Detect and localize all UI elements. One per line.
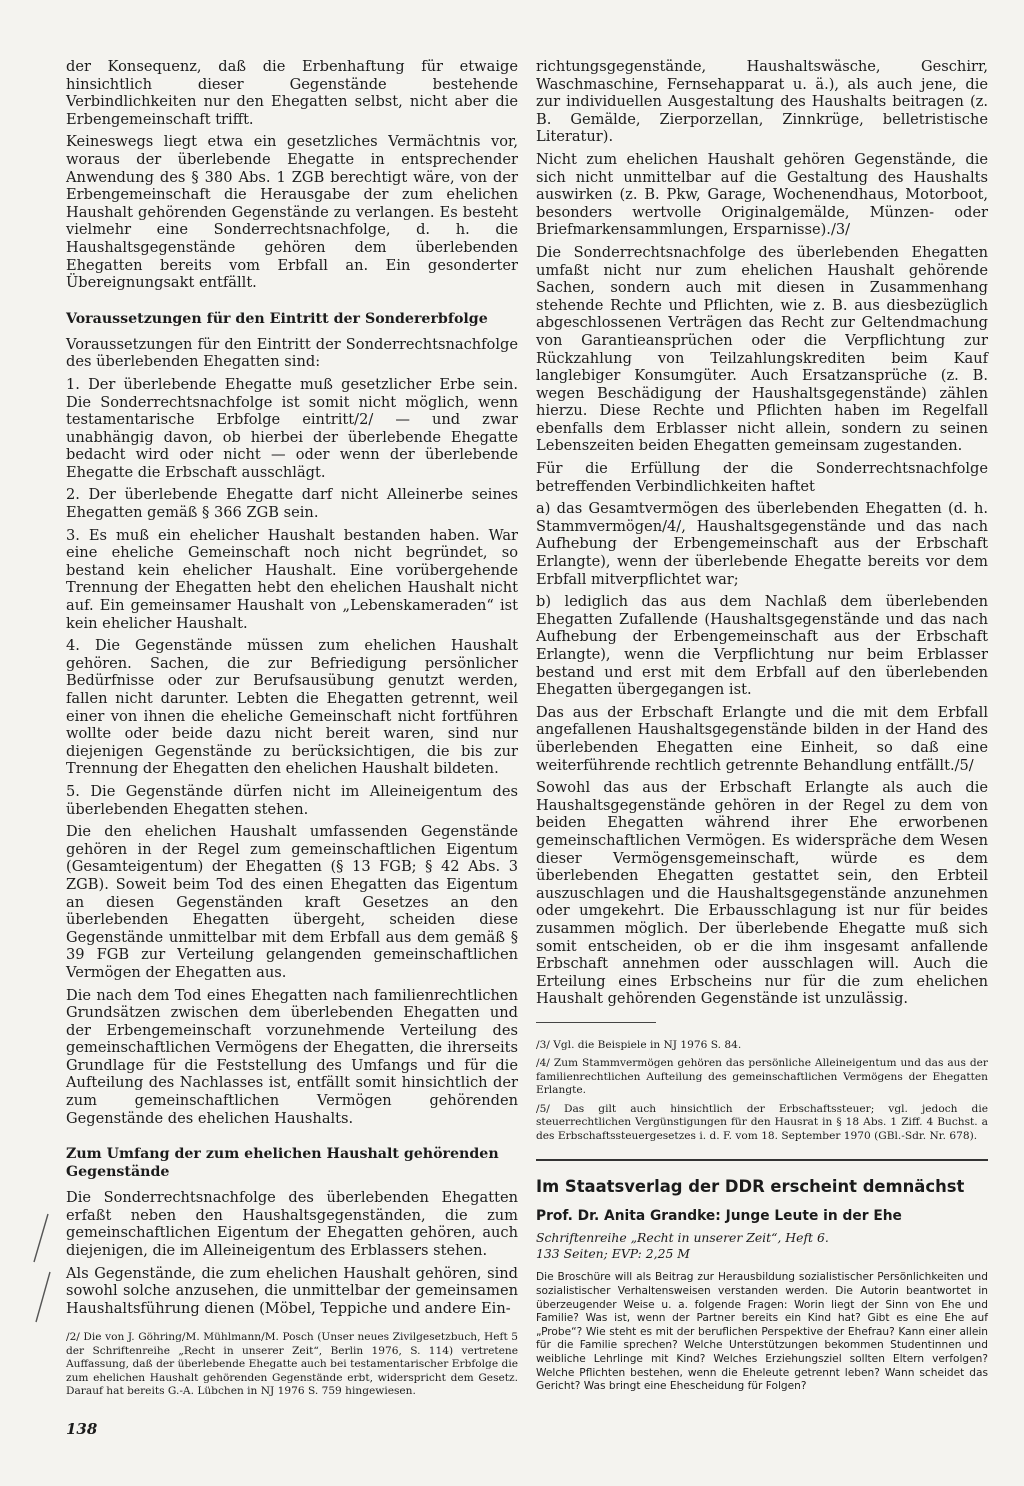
section-heading-requirements: Voraussetzungen für den Eintritt der Sondererbfolge	[66, 310, 488, 327]
requirement-1: 1. Der überlebende Ehegatte muß gesetzlicher Erbe sein. Die Sonderrechtsnachfolge ist somit nicht möglich, wenn testamentarische Erbfolge eintritt/2/ — und zwar unabhängig davon, ob hierbei der überlebende Ehegatte bedacht wird oder nicht — oder wenn der überlebende Ehegatte die Erbschaft ausschlägt.	[66, 375, 518, 481]
requirement-5: 5. Die Gegenstände dürfen nicht im Alleineigentum des überlebenden Ehegatten stehen.	[66, 782, 518, 818]
footnotes-left	[66, 1331, 518, 1399]
handwritten-margin-marks	[28, 1210, 54, 1330]
left-column	[66, 58, 518, 1404]
advert-divider	[536, 1159, 988, 1161]
page-number: 138	[66, 1420, 98, 1438]
left-paragraph-9: Die den ehelichen Haushalt umfassenden Gegenstände gehören in der Regel zum gemeinschaftlichen Eigentum (Gesamteigentum) der Ehegatten (§ 13 FGB; § 42 Abs. 3 ZGB). Soweit beim Tod des einen Ehegatten das Eigentum an diesen Gegenständen kraft Gesetzes an den überlebenden Ehegatten übergeht, scheiden diese Gegenstände unmittelbar mit dem Erbfall aus dem gemäß § 39 FGB zur Verteilung gelangenden gemeinschaftlichen Vermögen der Ehegatten aus.	[66, 823, 518, 981]
footnote-4: /4/ Zum Stammvermögen gehören das persönliche Alleineigentum und das aus der familienrechtlichen Aufteilung des gemeinschaftlichen Vermögens der Ehegatten Erlangte.	[536, 1057, 988, 1097]
right-column	[536, 58, 988, 1394]
left-paragraph-1: der Konsequenz, daß die Erbenhaftung für etwaige hinsichtlich dieser Gegenstände bestehende Verbindlichkeiten nur den Ehegatten selbst, nicht aber die Erbengemeinschaft trifft.	[66, 58, 518, 128]
right-paragraph-7: Das aus der Erbschaft Erlangte und die mit dem Erbfall angefallenen Haushaltsgegenstände bilden in der Hand des überlebenden Ehegatten eine Einheit, so daß eine weiterführende rechtlich getrennte Behandlung entfällt./5/	[536, 703, 988, 774]
advert-title: Im Staatsverlag der DDR erscheint demnächst	[536, 1177, 965, 1197]
footnote-2: /2/ Die von J. Göhring/M. Mühlmann/M. Posch (Unser neues Zivilgesetzbuch, Heft 5 der Schriftenreihe „Recht in unserer Zeit“, Berlin 1976, S. 114) vertretene Auffassung, daß der überlebende Ehegatte auch bei testamentarischer Erbfolge die zum ehelichen Haushalt gehörenden Gegenstände erbt, widerspricht dem Gesetz. Darauf hat bereits G.-A. Lübchen in NJ 1976 S. 759 hingewiesen.	[66, 1331, 518, 1398]
liability-a: a) das Gesamtvermögen des überlebenden Ehegatten (d. h. Stammvermögen/4/, Haushaltsgegenstände und das nach Aufhebung der Erbengemeinschaft aus der Erbschaft Erlangte), wenn der überlebende Ehegatte bereits vor dem Erbfall mitverpflichtet war;	[536, 500, 988, 588]
right-paragraph-8: Sowohl das aus der Erbschaft Erlangte als auch die Haushaltsgegenstände gehören in der Regel zu dem von beiden Ehegatten während ihrer Ehe erworbenen gemeinschaftlichen Vermögen. Es widerspräche dem Wesen dieser Vermögensgemeinschaft, würde es dem überlebenden Ehegatten gestattet sein, den Erbteil auszuschlagen und die Haushaltsgegenstände anzunehmen oder umgekehrt. Die Erbausschlagung ist nur für beides zusammen möglich. Der überlebende Ehegatte muß sich somit entscheiden, ob er die ihm insgesamt anfallende Erbschaft annehmen oder ausschlagen will. Auch die Erteilung eines Erbscheins nur für die zum ehelichen Haushalt gehörenden Gegenstände ist unzulässig.	[536, 779, 988, 1008]
left-paragraph-3: Voraussetzungen für den Eintritt der Sonderrechtsnachfolge des überlebenden Ehegatten sind:	[66, 335, 518, 371]
liability-b: b) lediglich das aus dem Nachlaß dem überlebenden Ehegatten Zufallende (Haushaltsgegenstände und das nach Aufhebung der Erbengemeinschaft aus der Erbschaft Erlangte), wenn die Verpflichtung nur beim Erblasser bestand und erst mit dem Erbfall auf den überlebenden Ehegatten übergegangen ist.	[536, 593, 988, 699]
right-paragraph-2: Nicht zum ehelichen Haushalt gehören Gegenstände, die sich nicht unmittelbar auf die Gestaltung des Haushalts auswirken (z. B. Pkw, Garage, Wochenendhaus, Motorboot, besonders wertvolle Originalgemälde, Münzen- oder Briefmarkensammlungen, Ersparnisse)./3/	[536, 150, 988, 239]
section-heading-scope: Zum Umfang der zum ehelichen Haushalt gehörenden Gegenstände	[66, 1146, 499, 1181]
advert-description: Die Broschüre will als Beitrag zur Herausbildung sozialistischer Persönlichkeiten und sozialistischer Verhaltensweisen verstanden werden. Die Autorin beantwortet in überzeugender Weise u. a. folgende Fragen: Worin liegt der Sinn von Ehe und Familie? Was ist, wenn der Partner bereits ein Kind hat? Gibt es eine Ehe auf „Probe“? Wie steht es mit der beruflichen Perspektive der Ehefrau? Kann einer allein für die Familie sprechen? Welche Unterstützungen bekommen Studentinnen und weibliche Lehrlinge mit Kind? Welches Erziehungsziel sollten Eltern verfolgen? Welche Pflichten bestehen, wenn die Eheleute getrennt leben? Wann scheidet das Gericht? Was bringt eine Ehescheidung für Folgen?	[536, 1271, 988, 1393]
advert-meta: 133 Seiten; EVP: 2,25 M	[536, 1245, 690, 1261]
footnote-divider	[536, 1022, 656, 1023]
left-paragraph-11: Die Sonderrechtsnachfolge des überlebenden Ehegatten erfaßt neben den Haushaltsgegenständen, die zum gemeinschaftlichen Eigentum der Ehegatten gehören, auch diejenigen, die im Alleineigentum des Erblassers stehen.	[66, 1189, 518, 1260]
advert-book-title: Prof. Dr. Anita Grandke: Junge Leute in der Ehe	[536, 1208, 902, 1225]
requirement-4: 4. Die Gegenstände müssen zum ehelichen Haushalt gehören. Sachen, die zur Befriedigung persönlicher Bedürfnisse oder zur Berufsausübung genutzt werden, fallen nicht darunter. Lebten die Ehegatten getrennt, weil einer von ihnen die eheliche Gemeinschaft nicht fortführen wollte oder beide dazu nicht bereit waren, sind nur diejenigen Gegenstände zu berücksichtigen, die bis zur Trennung der Ehegatten den ehelichen Haushalt bildeten.	[66, 637, 518, 778]
right-paragraph-1: richtungsgegenstände, Haushaltswäsche, Geschirr, Waschmaschine, Fernsehapparat u. ä.), als auch jene, die zur individuellen Ausgestaltung des Haushalts beitragen (z. B. Gemälde, Zierporzellan, Zinnkrüge, belletristische Literatur).	[536, 58, 988, 146]
footnote-3: /3/ Vgl. die Beispiele in NJ 1976 S. 84.	[536, 1038, 742, 1051]
requirement-3: 3. Es muß ein ehelicher Haushalt bestanden haben. War eine eheliche Gemeinschaft noch nicht begründet, so bestand kein ehelicher Haushalt. Eine vorübergehende Trennung der Ehegatten hebt den ehelichen Haushalt nicht auf. Ein gemeinsamer Haushalt von „Lebenskameraden“ ist kein ehelicher Haushalt.	[66, 526, 518, 632]
requirement-2: 2. Der überlebende Ehegatte darf nicht Alleinerbe seines Ehegatten gemäß § 366 ZGB sein.	[66, 486, 518, 522]
footnote-5: /5/ Das gilt auch hinsichtlich der Erbschaftssteuer; vgl. jedoch die steuerrechtlichen Vergünstigungen für den Hausrat in § 18 Abs. 1 Ziff. 4 Buchst. a des Erbschaftssteuergesetzes i. d. F. vom 18. September 1970 (GBl.-Sdr. Nr. 678).	[536, 1102, 988, 1142]
advert-series: Schriftenreihe „Recht in unserer Zeit“, Heft 6.	[536, 1230, 829, 1246]
right-paragraph-3: Die Sonderrechtsnachfolge des überlebenden Ehegatten umfaßt nicht nur zum ehelichen Haushalt gehörende Sachen, sondern auch mit diesen in Zusammenhang stehende Rechte und Pflichten, wie z. B. aus diesbezüglich abgeschlossenen Verträgen das Recht zur Geltendmachung von Garantieansprüchen oder die Verpflichtung zur Rückzahlung von Teilzahlungskrediten beim Kauf langlebiger Konsumgüter. Auch Ersatzansprüche (z. B. wegen Beschädigung der Haushaltsgegenstände) zählen hierzu. Diese Rechte und Pflichten haben im Regelfall ebenfalls dem Erblasser nicht allein, sondern zu seinen Lebenszeiten beiden Ehegatten gemeinsam zugestanden.	[536, 243, 988, 455]
left-paragraph-10: Die nach dem Tod eines Ehegatten nach familienrechtlichen Grundsätzen zwischen dem überlebenden Ehegatten und der Erbengemeinschaft vorzunehmende Verteilung des gemeinschaftlichen Vermögens der Ehegatten, die ihrerseits Grundlage für die Feststellung des Umfangs und für die Aufteilung des Nachlasses ist, entfällt somit hinsichtlich der zum gemeinschaftlichen Vermögen gehörenden Gegenstände des ehelichen Haushalts.	[66, 986, 518, 1127]
publisher-advert	[536, 1177, 988, 1393]
left-paragraph-2: Keineswegs liegt etwa ein gesetzliches Vermächtnis vor, woraus der überlebende Ehegatte in entsprechender Anwendung des § 380 Abs. 1 ZGB berechtigt wäre, von der Erbengemeinschaft die Herausgabe der zum ehelichen Haushalt gehörenden Gegenstände zu verlangen. Es besteht vielmehr eine Sonderrechtsnachfolge, d. h. die Haushaltsgegenstände gehören dem überlebenden Ehegatten bereits vom Erbfall an. Ein gesonderter Übereignungsakt entfällt.	[66, 133, 518, 292]
right-paragraph-4: Für die Erfüllung der die Sonderrechtsnachfolge betreffenden Verbindlichkeiten haftet	[536, 460, 988, 495]
left-paragraph-12: Als Gegenstände, die zum ehelichen Haushalt gehören, sind sowohl solche anzusehen, die unmittelbar der gemeinsamen Haushaltsführung dienen (Möbel, Teppiche und andere Ein-	[66, 1264, 518, 1317]
